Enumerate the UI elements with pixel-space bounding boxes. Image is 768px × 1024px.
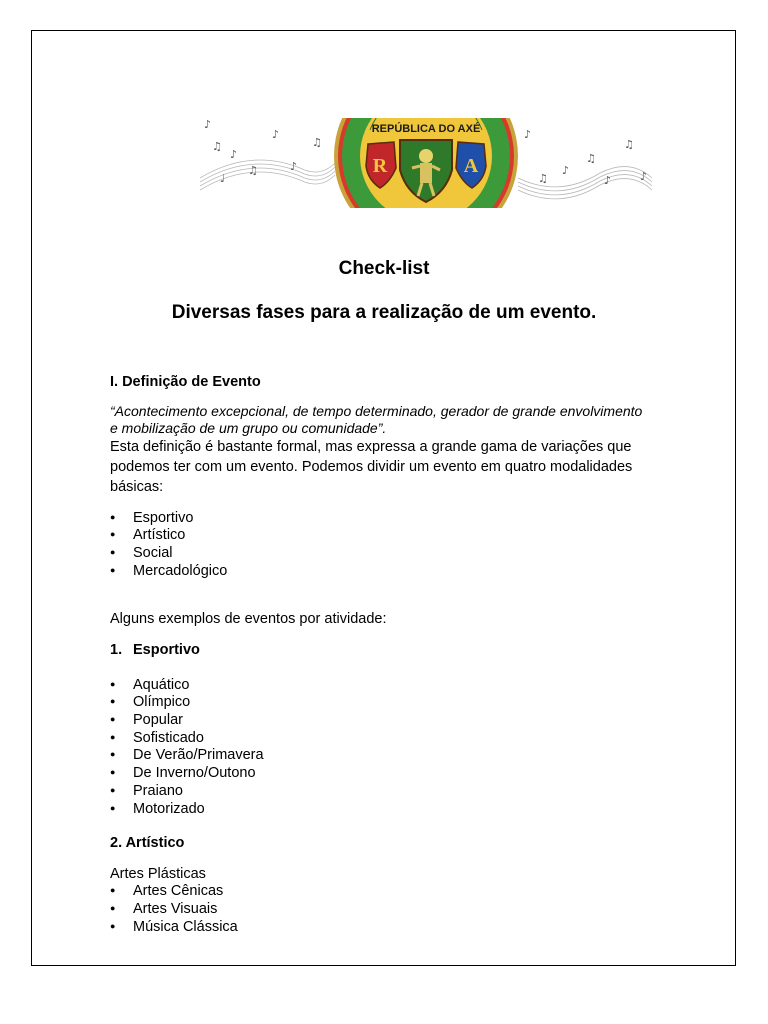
list-item: ● Social: [110, 545, 173, 561]
music-notes-right-icon: [524, 128, 647, 187]
svg-text:♫: ♫: [538, 172, 548, 185]
bullet-icon: ●: [110, 732, 116, 743]
list-item: ● Artes Visuais: [110, 901, 218, 917]
svg-text:♪: ♪: [290, 160, 298, 173]
definition-quote-line: e mobilização de um grupo ou comunidade”.: [110, 420, 387, 436]
bullet-icon: ●: [110, 921, 116, 932]
svg-text:♪: ♪: [640, 170, 648, 183]
list-item: ● Mercadológico: [110, 563, 228, 579]
list-item: ● Esportivo: [110, 510, 194, 526]
page-title: Check-list: [338, 258, 430, 279]
section-heading-definicao: I. Definição de Evento: [110, 374, 261, 390]
list-item: Artes Plásticas: [110, 866, 206, 882]
svg-text:A: A: [463, 155, 479, 177]
section-heading-esportivo: 1. Esportivo: [110, 642, 200, 658]
svg-text:♪: ♪: [204, 118, 212, 131]
svg-text:♫: ♫: [624, 138, 634, 151]
list-item: ● Olímpico: [110, 694, 191, 710]
definition-quote: [110, 403, 710, 437]
bullet-icon: ●: [110, 803, 116, 814]
svg-text:♪: ♪: [272, 128, 280, 141]
list-item: ● Sofisticado: [110, 730, 204, 746]
section-heading-artistico: 2. Artístico: [110, 835, 185, 851]
list-item: ● Aquático: [110, 677, 190, 693]
svg-text:♫: ♫: [212, 140, 222, 153]
list-item: ● Praiano: [110, 783, 183, 799]
svg-text:♪: ♪: [604, 174, 612, 187]
svg-text:♩: ♩: [220, 172, 226, 185]
bullet-icon: ●: [110, 714, 116, 725]
definition-paragraph: Esta definição é bastante formal, mas expressa a grande gama de variações que podemos ter com um evento. Podemos dividir um evento em quatro modalidades básicas:: [110, 439, 633, 495]
list-item: ● Artístico: [110, 527, 186, 543]
bullet-icon: ●: [110, 547, 116, 558]
svg-text:♫: ♫: [248, 164, 258, 177]
republica-do-axe-logo: [334, 118, 518, 208]
page-subtitle: Diversas fases para a realização de um evento.: [171, 302, 597, 323]
bullet-icon: ●: [110, 749, 116, 760]
examples-intro: Alguns exemplos de eventos por atividade:: [110, 611, 387, 627]
bullet-icon: ●: [110, 903, 116, 914]
bullet-icon: ●: [110, 679, 116, 690]
list-item: ● Motorizado: [110, 801, 205, 817]
bullet-icon: ●: [110, 767, 116, 778]
svg-text:R: R: [372, 155, 388, 177]
list-item: ● De Inverno/Outono: [110, 765, 256, 781]
svg-text:♪: ♪: [230, 148, 238, 161]
banner-graphic: [200, 118, 652, 208]
list-item: ● Música Clássica: [110, 919, 238, 935]
music-notes-left-icon: [204, 118, 322, 185]
bullet-icon: ●: [110, 785, 116, 796]
svg-text:♪: ♪: [562, 164, 570, 177]
svg-text:♫: ♫: [586, 152, 596, 165]
list-item: ● De Verão/Primavera: [110, 747, 264, 763]
list-item: ● Artes Cênicas: [110, 883, 224, 899]
svg-text:REPÚBLICA DO AXÉ: REPÚBLICA DO AXÉ: [371, 123, 481, 135]
bullet-icon: ●: [110, 512, 116, 523]
bullet-icon: ●: [110, 885, 116, 896]
definition-quote-line: “Acontecimento excepcional, de tempo determinado, gerador de grande envolvimento: [110, 403, 643, 419]
bullet-icon: ●: [110, 696, 116, 707]
republica-do-axe-banner: [200, 118, 652, 208]
bullet-icon: ●: [110, 529, 116, 540]
list-item: ● Popular: [110, 712, 183, 728]
svg-text:♫: ♫: [312, 136, 322, 149]
bullet-icon: ●: [110, 565, 116, 576]
svg-text:♪: ♪: [524, 128, 532, 141]
section-number: 1.: [110, 642, 123, 658]
